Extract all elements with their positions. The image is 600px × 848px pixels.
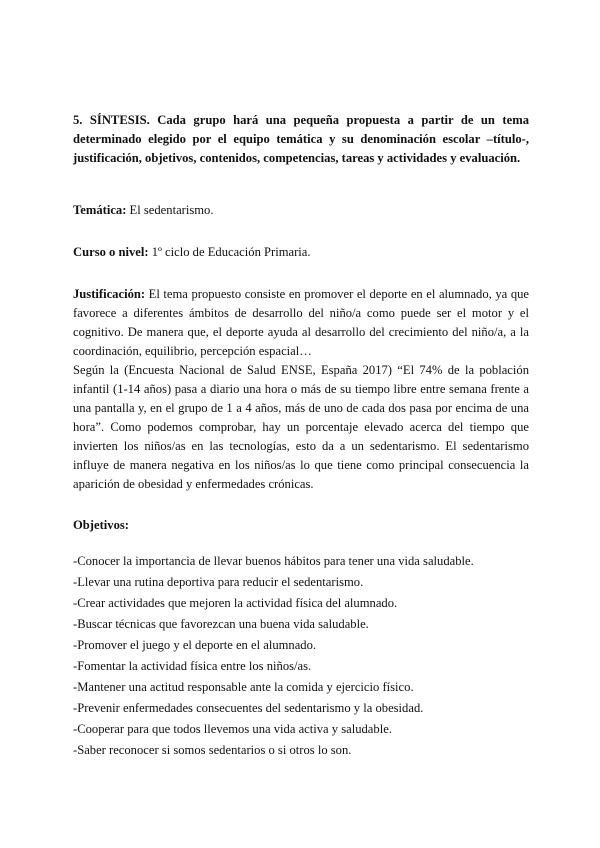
curso-label: Curso o nivel: [73, 245, 149, 259]
justificacion-section [73, 285, 529, 494]
objetivos-title: Objetivos: [73, 518, 129, 532]
list-item: -Crear actividades que mejoren la actividad física del alumnado. [73, 596, 398, 610]
objetivos-list [73, 551, 529, 761]
list-item: -Promover el juego y el deporte en el alumnado. [73, 638, 317, 652]
list-item: -Cooperar para que todos llevemos una vida activa y saludable. [73, 722, 392, 736]
tematica-value: El sedentarismo. [126, 203, 214, 217]
justificacion-paragraph-2: Según la (Encuesta Nacional de Salud ENSE, España 2017) “El 74% de la población infantil (1-14 años) pasa a diario una hora o más de su tiempo libre entre semana frente a una pantalla y, en el grupo de 1 a 4 años, más de uno de cada dos pasa por encima de una hora”. Como podemos comprobar, hay un porcentaje elevado acerca del tiempo que invierten los niños/as en las tecnologías, esto da a un sedentarismo. El sedentarismo influye de manera negativa en los niños/as lo que tiene como principal consecuencia la aparición de obesidad y enfermedades crónicas. [73, 363, 529, 491]
justificacion-text-1: El tema propuesto consiste en promover el deporte en el alumnado, ya que favorece a diferentes ámbitos de desarrollo del niño/a como puede ser el motor y el cognitivo. De manera que, el deporte ayuda al desarrollo del crecimiento del niño/a, a la coordinación, equilibrio, percepción espacial… [73, 287, 529, 358]
tematica-line [73, 201, 529, 220]
list-item: -Fomentar la actividad física entre los niños/as. [73, 659, 312, 673]
list-item: -Llevar una rutina deportiva para reducir el sedentarismo. [73, 575, 364, 589]
section-heading: 5. SÍNTESIS. Cada grupo hará una pequeña propuesta a partir de un tema determinado elegido por el equipo temática y su denominación escolar –título-, justificación, objetivos, contenidos, competencias, tareas y actividades y evaluación. [73, 113, 529, 165]
curso-value: 1º ciclo de Educación Primaria. [148, 245, 311, 259]
justificacion-paragraph-1 [73, 285, 529, 361]
justificacion-label: Justificación: [73, 287, 146, 301]
list-item: -Conocer la importancia de llevar buenos hábitos para tener una vida saludable. [73, 554, 474, 568]
list-item: -Saber reconocer si somos sedentarios o si otros lo son. [73, 743, 352, 757]
curso-line [73, 243, 529, 262]
tematica-label: Temática: [73, 203, 127, 217]
list-item: -Buscar técnicas que favorezcan una buena vida saludable. [73, 617, 369, 631]
list-item: -Mantener una actitud responsable ante la comida y ejercicio físico. [73, 680, 414, 694]
document-body [73, 111, 529, 761]
list-item: -Prevenir enfermedades consecuentes del sedentarismo y la obesidad. [73, 701, 424, 715]
